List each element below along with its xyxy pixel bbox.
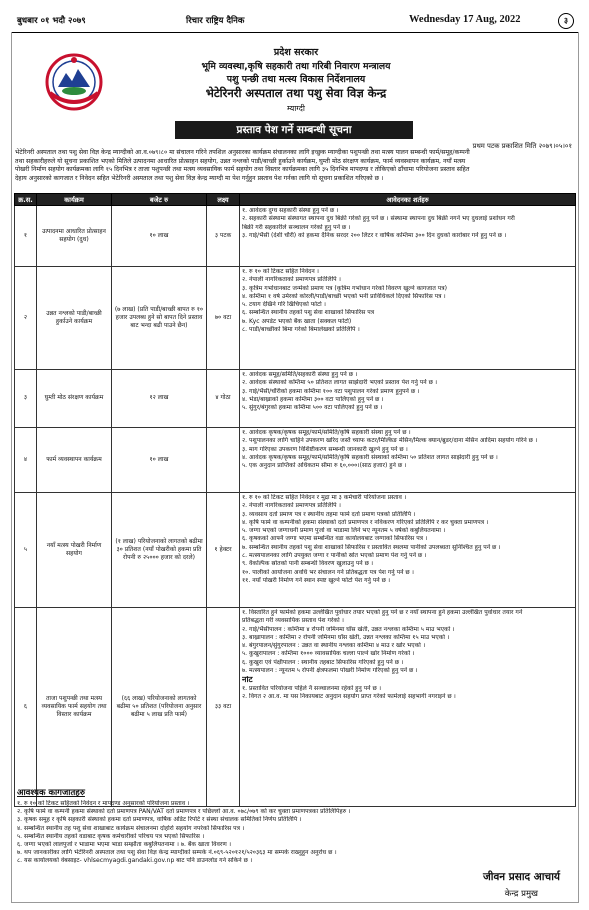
condition-line: ३. व्यवसाय दर्ता प्रमाण पत्र र स्थानीय तहमा फार्म दर्ता प्रमाण पत्रको प्रतिलिपि ।: [242, 510, 416, 518]
condition-line: ३. बाख्रापालन : कम्तिमा २ रोपनी जमिनमा घाँस खेती, उन्नत नश्लका कम्तिमा १५ माउ भएको ।: [242, 633, 450, 641]
row-program: फार्म व्यवस्थापन कार्यक्रम: [37, 428, 112, 493]
condition-line: ५. टयाग देखिने गरि खिचिएको फोटो ।: [242, 301, 326, 309]
condition-line: ३. माग गरिएका उपकरण विशिष्टीकरण सम्बन्धी जानकारी खुल्ने हुनु पर्ने छ ।: [242, 445, 408, 453]
row-conditions: [240, 267, 576, 370]
row-budget: (७ लाख) (प्रति पाडी/बाच्छी बापत रु १० हजार उपलब्ध हुने सो बापत दिने प्रस्ताव बाट भन्दा बढी पाउने छैन): [112, 267, 207, 370]
condition-line: ८. मत्स्यपालनका लागि उपयुक्त जग्गा र पानीको स्रोत भएको प्रमाण पेश गर्नु पर्ने छ ।: [242, 552, 427, 560]
row-program: उन्नत नश्लको पाडी/बाच्छी हुर्काउने कार्यक्रम: [37, 267, 112, 370]
condition-line: १. विस्तारित हुने फार्मको हकमा उल्लेखित पुर्वाधार तयार भएको हुनु पर्ने छ र नयाँ स्थापना हुने हकमा उल्लेखित पुर्वाधार तयार गर्ने: [242, 609, 523, 616]
row-sn: १: [15, 206, 37, 267]
row-sn: ५: [15, 493, 37, 608]
condition-line: १. आवेदक कृषक/कृषक समूह/फार्म/समिति/कृषि सहकारी संस्था हुनु पर्ने छ ।: [242, 429, 411, 436]
header-conditions: आवेदनका शर्तहरु: [240, 194, 576, 206]
condition-line: बिक्री गरी सहकारीले सञ्चालन गरेको हुनु पर्ने छ ।: [242, 223, 351, 231]
row-budget: १० लाख: [112, 428, 207, 493]
condition-line: ६. कुखुरा एवं पंक्षीपालन : स्थानीय तहबाट सिफारिस गरिएको हुनु पर्ने छ ।: [242, 658, 404, 666]
condition-line: ४. कृषि फार्म वा कम्पनीको हकमा संस्थाको दर्ता प्रमाणपत्र र नविकरण गरिएको प्रतिलिपि र कर चुक्ता प्रमाणपत्र ।: [242, 518, 489, 526]
organization-heading: [121, 46, 471, 116]
english-date: Wednesday 17 Aug, 2022: [409, 14, 521, 25]
nepal-emblem-icon: [44, 53, 104, 111]
condition-line: ५. एक अनुदान प्राप्तिको अधिकतम सीमा रु ६०,०००।(साठ हजार) हुने छ ।: [242, 462, 407, 470]
document-item: ८. यस कार्यालयको वेबसाइट- vhlsecmyagdi.gandaki.gov.np बाट पनि डाउनलोड गर्न सकिने छ ।: [17, 857, 253, 865]
condition-line: २. सहकारी संस्थामा संस्थागत स्थापना दुध बिक्री गरेको हुनु पर्ने छ । संस्थामा स्थापना दुध बिक्री नगर्ने भए दुधलाई प्रशोधन गरी: [242, 215, 515, 223]
intro-line: तथा सहकारीहरुले यो सूचना प्रकाशित भएको मितिले उत्पादनमा आधारित प्रोत्साहन सहयोग, उन्नत नश्लको पाडी/बाच्छी हुर्काउने कार्यक्रम, घुम्ती मोठ संरक्षण कार्यक्रम, फार्म व्यवस्थापन कार्यक्रम, नयाँ मत्स्य: [15, 157, 466, 165]
row-conditions: [240, 493, 576, 608]
signature-block: [483, 870, 560, 899]
publish-date: प्रथम पटक प्रकाशित मिति २०७९।०५।०१: [472, 142, 572, 150]
condition-line: १०. पालीको आयोजना अवधि भर संचालन गर्ने प्रतिबद्धता पत्र पेश गर्नु पर्ने छ ।: [242, 568, 414, 576]
org-line-5: म्याग्दी: [287, 104, 305, 113]
condition-line: ३. गाई/भैंसी (देशी चौरी) को हकमा दैनिक सरदर २०० लिटर र वार्षिक कम्तिमा ३०० दिन दुधको कारोबार गर्ने हुनु पर्ने छ ।: [242, 231, 507, 239]
row-target: ४ गोठा: [207, 370, 240, 428]
program-table: [14, 193, 576, 807]
condition-line: ७. सम्बन्धित स्थानीय तहको पशु सेवा शाखाको सिफारिस र प्रस्तावित स्थलमा पानीको उपलब्धता सुनिश्चित हुनु पर्ने छ ।: [242, 543, 501, 551]
header-budget: बजेट रु: [112, 194, 207, 206]
row-target: ७० वटा: [207, 267, 240, 370]
condition-line: ५. जग्गा भएको जग्गाधनी प्रमाण पुर्जा वा भाडामा लिने भए न्यूनतम ५ वर्षको कबुलियतनामा ।: [242, 527, 446, 535]
condition-line: १. आवेदक दुग्ध सहकारी संस्था हुनु पर्ने छ ।: [242, 207, 339, 214]
table-row: [15, 428, 576, 493]
notice-title: प्रस्ताव पेश गर्ने सम्बन्धी सूचना: [175, 121, 413, 139]
condition-line: २. पशुपालनका लागि चाहिने उपकरण खरिद जस्तै च्याफ कटर/मिल्किङ मेसिन/मिल्क क्यान/ब्रुडर/दाना मेसिन आदिमा सहयोग गरिने छ ।: [242, 437, 538, 445]
condition-line: २. आवेदक संस्थाको कम्तिमा ५० प्रतिशत लागत साझेदारी भएको प्रस्ताव पेश गर्नु पर्ने छ ।: [242, 379, 438, 387]
table-row: [15, 267, 576, 370]
table-row: [15, 370, 576, 428]
table-row: [15, 493, 576, 608]
row-conditions: [240, 370, 576, 428]
row-program: घुम्ती मोठ संरक्षण कार्यक्रम: [37, 370, 112, 428]
document-item: ७. थप जानकारीका लागि भेटेरिनरी अस्पताल तथा पशु सेवा विज्ञ केन्द्र म्याग्दीको सम्पर्क नं.०६९-५२०१२१/५२०३६३ मा सम्पर्क राख्नुहुन अनुरोध छ ।: [17, 849, 337, 857]
condition-line: १. रु १० को टिकट सहित निवेदन ।: [242, 268, 319, 275]
condition-line: ७. Kyc अपडेट भएको बैंक खाता (सक्कल फोटो): [242, 317, 352, 325]
document-item: २. कृषि फार्म वा कम्पनी हकमा संस्थाको दर्ता प्रमाणपत्र PAN/VAT दर्ता प्रमाणपत्र र पछिल्लो आ.व. ०७८/०७९ को कर चुक्ता प्रमाणपत्रका प्रतिलिपिहरु ।: [17, 808, 351, 816]
row-sn: २: [15, 267, 37, 370]
condition-line: ४. कम्तिमा १ वर्ष उमेरको कोरली/पाडी/बाच्छी भएको भनी प्राविधिकले दिएको सिफारिस पत्र ।: [242, 292, 446, 300]
row-program: उत्पादनमा आधारित प्रोत्साहन सहयोग (दुध): [37, 206, 112, 267]
row-program: ताजा पशुपन्छी तथा मत्स्य व्यवसायिक फार्म सहयोग तथा विस्तार कार्यक्रम: [37, 608, 112, 807]
condition-line: ८. पाडी/बाच्छीको बिमा गरेको बिमालेखको प्रतिलिपि ।: [242, 326, 360, 334]
intro-line: पोखरी निर्माण सहयोग कार्यक्रमका लागि १५ दिनभित्र र ताजा पशुपन्छी तथा मत्स्य व्यवसायिक फार्म सहयोग तथा विस्तार कार्यक्रमका लागि ३५ दिनभित्र मापदण्ड र तोकिएको ढाँचामा परियोजना प्रस्ताव सहित: [15, 166, 470, 173]
newspaper-page: [11, 10, 578, 902]
condition-line: २. नेपाली नागरिकताको प्रमाणपत्र प्रतिलिपि ।: [242, 276, 341, 284]
documents-heading: आवश्यक कागजातहरु: [17, 788, 85, 798]
row-target: [207, 428, 240, 493]
note-line: २. विगत २ आ.व. मा यस निकायबाट अनुदान सहयोग प्राप्त गरेको फार्मलाई सहभागी नगराइने छ ।: [242, 692, 456, 700]
row-budget: (१ लाख) परियोजनाको लागतको बढीमा ३० प्रतिशत (नयाँ पोखरीको हकमा प्रति रोपनी रु २५००० हजार को दरले): [112, 493, 207, 608]
condition-line: ४. भेडा/बाख्राको हकमा कम्तिमा ३०० वटा पालिएको हुनु पर्ने छ ।: [242, 395, 384, 403]
nepali-date: बुधबार ०१ भदौ २०७९: [17, 16, 86, 26]
header-sn: क्र.स.: [15, 194, 37, 206]
condition-line: प्रतिबद्धता गरी व्यवसायिक प्रस्ताव पेश गरेको ।: [242, 617, 344, 625]
documents-list: [17, 800, 573, 866]
document-item: ३. कृषक समूह र कृषि सहकारी संस्थाको हकमा दर्ता प्रमाणपत्र, वार्षिक अडिट रिपोर्ट र संस्था संचालक समितिको निर्णय प्रतिलिपि ।: [17, 816, 302, 824]
condition-line: ३. गाई/भैंसी/चौंरीको हकमा कम्तिमा १०० वटा पशुपालन गरेको प्रमाण हुनुपर्ने छ ।: [242, 387, 420, 395]
row-target: ३ पटक: [207, 206, 240, 267]
intro-line: देहाय अनुसारको कागजात र निवेदन सहित भेटेरिनरी अस्पताल तथा पशु सेवा विज्ञ केन्द्र म्याग्दी मा पेश गर्नुहुन प्रस्ताव पेश गर्नका लागि यो सूचना प्रकाशित गरिएको छ ।: [15, 174, 384, 182]
row-conditions: [240, 608, 576, 807]
org-line-2: भूमि व्यवस्था,कृषि सहकारी तथा गरिबी निवारण मन्त्रालय: [201, 60, 391, 72]
condition-line: १. रु १० को टिकट सहित निवेदन र मुद्रा मा ३ कर्मचारी परियोजना प्रस्ताव ।: [242, 494, 407, 501]
page-number: ३: [558, 13, 574, 29]
condition-line: १. आवेदक समूह/समिति/सहकारी संस्था हुनु पर्ने छ ।: [242, 371, 358, 378]
condition-line: ३. कृत्रिम गर्भाधानबाट जन्मेको प्रमाण पत्र (कृत्रिम गर्भाधान गरेको विवरण खुल्ने कागजात पत्र): [242, 284, 447, 292]
document-item: १. रु १० को टिकट सहितको निवेदन र मापदण्ड अनुसारको परियोजना प्रस्ताव ।: [17, 800, 190, 807]
row-sn: ६: [15, 608, 37, 807]
condition-line: ९. वैकल्पिक स्रोतको पानी सम्बन्धी विवरण खुलाउनु पर्ने छ ।: [242, 560, 374, 568]
condition-line: २. गाई/भैंसीपालन : कम्तिमा ४ रोपनी जमिनमा घाँस खेती, उन्नत नश्लका कम्तिमा ५ माउ भएको ।: [242, 625, 455, 633]
condition-line: ४. बंगुरपालन/सुंगुरपालन : उन्नत वा स्थानीय नश्लका कम्तिमा ४ माउ र खोर भएको ।: [242, 642, 426, 650]
row-target: ३३ वटा: [207, 608, 240, 807]
newspaper-header: [11, 10, 578, 33]
row-budget: १० लाख: [112, 206, 207, 267]
row-program: नयाँ मत्स्य पोखरी निर्माण सहयोग: [37, 493, 112, 608]
condition-line: ४. आवेदक कृषक/कृषक समूह/फार्म/समिति/कृषि सहकारी संस्थाको कम्तिमा ५० प्रतिशत लागत साझेदारी हुनु पर्ने छ ।: [242, 453, 498, 461]
signatory-name: जीवन प्रसाद आचार्य: [482, 871, 560, 883]
org-line-4: भेटेरिनरी अस्पताल तथा पशु सेवा विज्ञ केन्द्र: [205, 85, 387, 100]
note-title: नोट: [242, 676, 253, 685]
row-sn: ४: [15, 428, 37, 493]
table-row: [15, 206, 576, 267]
intro-line: भेटेरिनरी अस्पताल तथा पशु सेवा विज्ञ केन्द्र म्याग्दीको आ.व.०७९।८० मा संचालन गरिने तपशिल अनुसारका कार्यक्रम संचालनका लागि इच्छुक म्याग्दीका पशुपन्छी तथा मत्स्य पालन सम्बन्धी फार्म/समूह/कम्पनी: [15, 149, 470, 156]
signatory-position: केन्द्र प्रमुख: [504, 889, 538, 899]
condition-line: ११. नयाँ पोखरी निर्माण गर्ने स्थान स्पष्ट खुल्ने फोटो पेश गर्नु पर्ने छ ।: [242, 576, 391, 584]
note-line: १. प्रस्तावित परियोजना पहिले नै सञ्चालनमा रहेको हुनु पर्ने छ ।: [242, 684, 382, 692]
row-budget: १२ लाख: [112, 370, 207, 428]
row-budget: (६६ लाख) परियोजनाको लागतको बढीमा ५० प्रतिशत (परियोजना अनुसार बढीमा ५ लाख प्रति फार्म): [112, 608, 207, 807]
row-target: १ हेक्टर: [207, 493, 240, 608]
condition-line: २. नेपाली नागरिकताको प्रमाणपत्र प्रतिलिपि ।: [242, 502, 341, 510]
row-sn: ३: [15, 370, 37, 428]
condition-line: ५. कुखुरापालन : कम्तिमा १००० व्यावसायिक चल्ला पाल्ने खोर निर्माण गरेको ।: [242, 650, 415, 658]
header-target: लक्ष्य: [207, 194, 240, 206]
intro-paragraph: [15, 149, 575, 183]
row-conditions: [240, 428, 576, 493]
document-item: ६. जग्गा भएको लालपुर्जा र भाडामा भएमा भाडा सम्झौता कबुलियतनामा । ७. बैंक खाता विवरण ।: [17, 841, 232, 849]
org-line-1: प्रदेश सरकार: [273, 47, 319, 58]
org-line-3: पशु पन्छी तथा मत्स्य विकास निर्देशनालय: [226, 74, 366, 85]
table-header-row: [15, 194, 576, 206]
condition-line: ७. मत्स्यपालन : न्यूनतम ५ रोपनी क्षेत्रफलमा पोखरी निर्माण गरिएको हुनु पर्ने छ ।: [242, 667, 418, 675]
condition-line: ६. सम्बन्धित स्थानीय तहको पशु सेवा शाखाको सिफारिस पत्र: [242, 309, 375, 317]
row-conditions: [240, 206, 576, 267]
document-item: ५. सम्बन्धित स्थानीय तहको वडाबाट कृषक कर्मचारीको परिचय पत्र भएको सिफारिस ।: [17, 832, 205, 840]
paper-name: रिचार राष्ट्रिय दैनिक: [186, 16, 245, 26]
document-item: ४. सम्बन्धित स्थानीय तह पशु सेवा शाखाबाट कार्यक्रम संचालनमा दोहोरो सहयोग नपरेको सिफारिस पत्र ।: [17, 824, 245, 832]
table-row: [15, 608, 576, 807]
condition-line: ६. कृषकको आफ्नै जग्गा भएमा सम्बन्धित वडा कार्यालयबाट जग्गाको सिफारिस पत्र ।: [242, 535, 428, 543]
header-program: कार्यक्रम: [37, 194, 112, 206]
condition-line: ५. सुंगुर/बंगुरको हकमा कम्तिमा ५०० वटा पालिएको हुनु पर्ने छ ।: [242, 404, 383, 412]
